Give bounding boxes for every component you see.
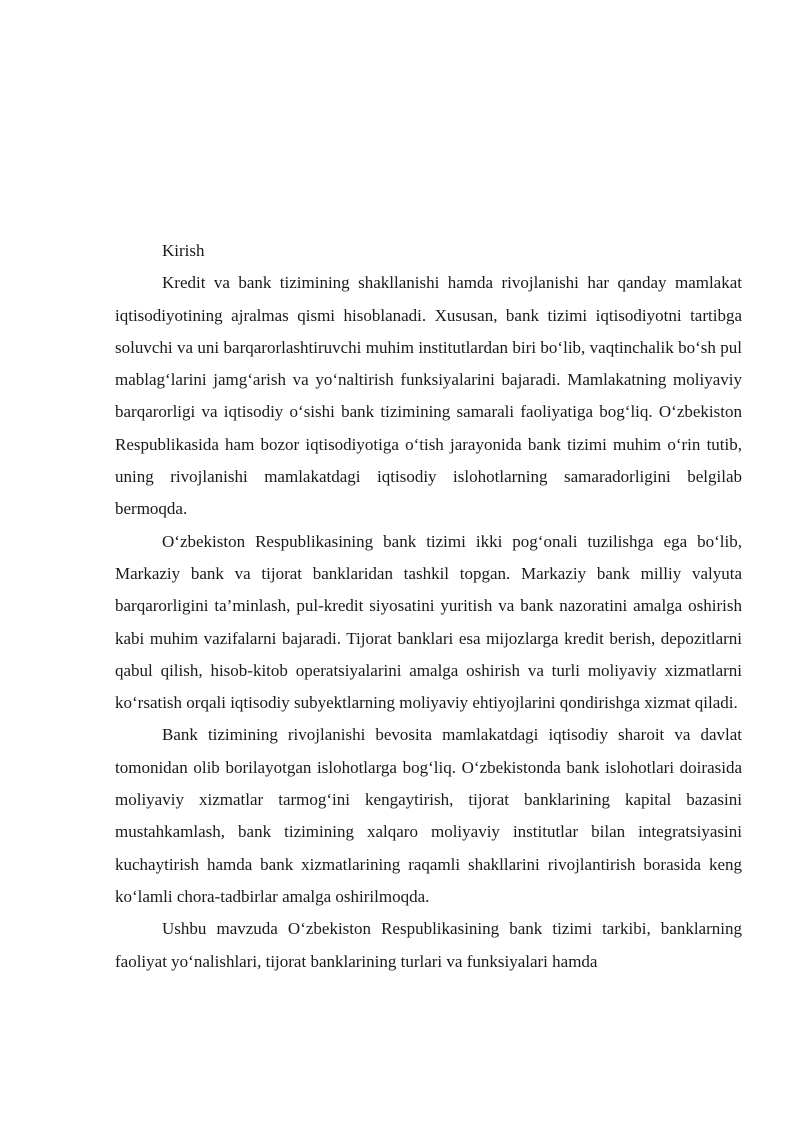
- paragraph-3: Bank tizimining rivojlanishi bevosita mamlakatdagi iqtisodiy sharoit va davlat tomonidan olib borilayotgan islohotlarga bog‘liq. O‘zbekistonda bank islohotlari doirasida moliyaviy xizmatlar tarmog‘ini kengaytirish, tijorat banklarining kapital bazasini mustahkamlash, bank tizimining xalqaro moliyaviy institutlar bilan integratsiyasini kuchaytirish hamda bank xizmatlarining raqamli shakllarini rivojlantirish borasida keng ko‘lamli chora-tadbirlar amalga oshirilmoqda.: [115, 725, 742, 906]
- document-body: [115, 235, 742, 978]
- paragraph-4: Ushbu mavzuda O‘zbekiston Respublikasining bank tizimi tarkibi, banklarning faoliyat yo‘nalishlari, tijorat banklarining turlari va funksiyalari hamda: [115, 919, 742, 971]
- paragraph-2: O‘zbekiston Respublikasining bank tizimi ikki pog‘onali tuzilishga ega bo‘lib, Markaziy bank va tijorat banklaridan tashkil topgan. Markaziy bank milliy valyuta barqarorligini ta’minlash, pul-kredit siyosatini yuritish va bank nazoratini amalga oshirish kabi muhim vazifalarni bajaradi. Tijorat banklari esa mijozlarga kredit berish, depozitlarni qabul qilish, hisob-kitob operatsiyalarini amalga oshirish va turli moliyaviy xizmatlarni ko‘rsatish orqali iqtisodiy subyektlarning moliyaviy ehtiyojlarini qondirishga xizmat qiladi.: [115, 531, 742, 713]
- section-heading: Kirish: [162, 241, 205, 260]
- paragraph-1: Kredit va bank tizimining shakllanishi hamda rivojlanishi har qanday mamlakat iqtisodiyotining ajralmas qismi hisoblanadi. Xususan, bank tizimi iqtisodiyotni tartibga soluvchi va uni barqarorlashtiruvchi muhim institutlardan biri bo‘lib, vaqtinchalik bo‘sh pul mablag‘larini jamg‘arish va yo‘naltirish funksiyalarini bajaradi. Mamlakatning moliyaviy barqarorligi va iqtisodiy o‘sishi bank tizimining samarali faoliyatiga bog‘liq. O‘zbekiston Respublikasida ham bozor iqtisodiyotiga o‘tish jarayonida bank tizimi muhim o‘rin tutib, uning rivojlanishi mamlakatdagi iqtisodiy islohotlarning samaradorligini belgilab bermoqda.: [115, 273, 742, 519]
